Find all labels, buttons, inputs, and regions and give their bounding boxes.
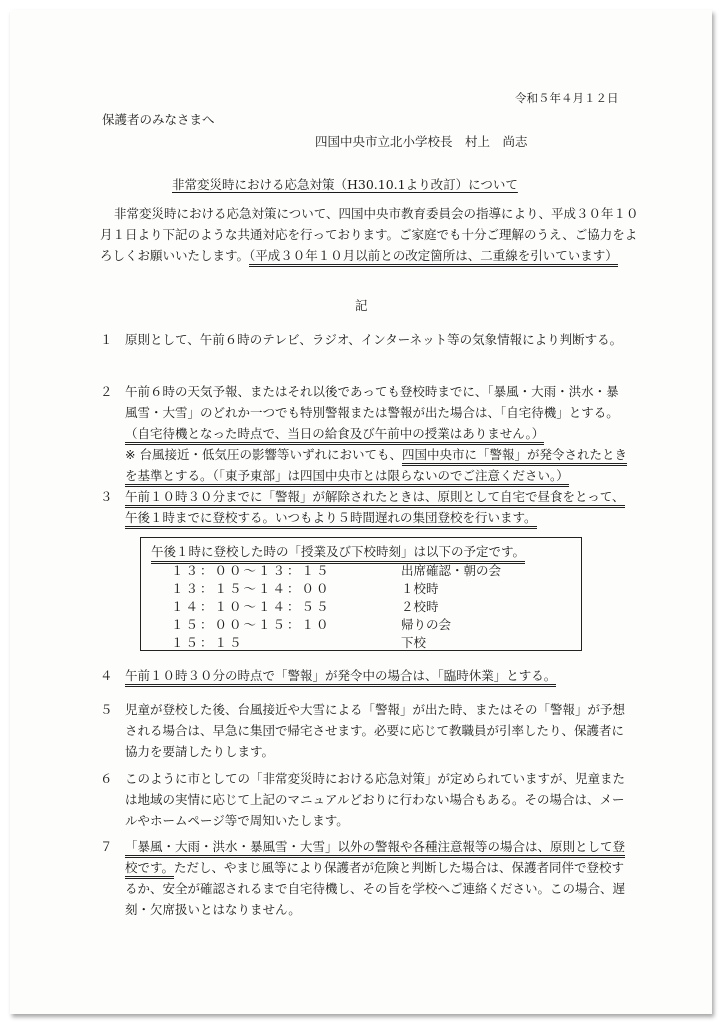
- schedule-row: [171, 597, 439, 615]
- schedule-label: 下校: [401, 635, 427, 650]
- document-title: 非常変災時における応急対策（H30.10.1より改訂）について: [172, 177, 518, 192]
- intro-paragraph: [100, 203, 640, 266]
- schedule-time: １５：００〜１５：１０: [171, 617, 331, 632]
- intro-note: （平成３０年１０月以前との改定箇所は、二重線を引いています）: [249, 248, 618, 267]
- schedule-label: 帰りの会: [401, 617, 452, 632]
- item-text: 原則として、午前６時のテレビ、ラジオ、インターネット等の気象情報により判断する。: [125, 332, 623, 347]
- schedule-row: [171, 561, 502, 579]
- schedule-row: [171, 615, 452, 633]
- item-underlined-text: 午前１０時３０分までに「警報」が解除されたときは、原則として自宅で昼食をとって、午後１時までに登校する。いつもより５時間遅れの集団登校を行います。: [125, 489, 625, 529]
- schedule-heading: 午後１時に登校した時の「授業及び下校時刻」は以下の予定です。: [151, 542, 525, 564]
- schedule-row: [171, 633, 427, 651]
- intro-text: 非常変災時における応急対策について、四国中央市教育委員会の指導により、平成３０年１０月１日より下記のような共通対応を行っております。ご家庭でも十分ご理解のうえ、ご協力をよろしくお願いいたします。: [100, 206, 639, 263]
- item-number: １: [100, 332, 113, 347]
- item-number: ６: [100, 771, 113, 786]
- list-item: [100, 665, 630, 686]
- schedule-box: [140, 537, 582, 651]
- sender-line: 四国中央市立北小学校長 村上 尚志: [315, 134, 528, 149]
- schedule-label: １校時: [401, 581, 439, 596]
- schedule-time: １５：１５: [171, 635, 244, 650]
- item-number: ３: [100, 489, 113, 504]
- list-item: [100, 381, 630, 486]
- item-underlined-text: 午前１０時３０分の時点で「警報」が発令中の場合は、「臨時休業」とする。: [125, 668, 556, 687]
- list-item: [100, 768, 630, 831]
- schedule-label: ２校時: [401, 599, 439, 614]
- schedule-time: １３：１５〜１４：００: [171, 581, 331, 596]
- item-underlined-text: 「暴風・大雨・洪水・暴風雪・大雪」以外の警報や各種注意報等の場合は、原則として登校です。: [125, 839, 625, 879]
- item-text: 児童が登校した後、台風接近や大雪による「警報」が出た時、またはその「警報」が予想される場合は、早急に集団で帰宅させます。必要に応じて教職員が引率したり、保護者に協力を要請したりします。: [125, 702, 626, 759]
- item-number: ５: [100, 702, 113, 717]
- recipient-line: 保護者のみなさまへ: [102, 112, 215, 127]
- schedule-time: １３：００〜１３：１５: [171, 563, 331, 578]
- item-text: ただし、やまじ風等により保護者が危険と判断した場合は、保護者同伴で登校するか、安全が確認されるまで自宅待機し、その旨を学校へご連絡ください。この場合、遅刻・欠席扱いとはなりません。: [125, 860, 626, 917]
- item-number: ７: [100, 839, 113, 854]
- list-item: [100, 329, 630, 350]
- item-number: ２: [100, 384, 113, 399]
- schedule-time: １４：１０〜１４：５５: [171, 599, 331, 614]
- list-item: [100, 699, 630, 762]
- item-note-underlined: 四国中央市に「警報」が発令されたときを基準とする。（「東予東部」は四国中央市とは限らないのでご注意ください。）: [125, 447, 627, 487]
- schedule-row: [171, 579, 439, 597]
- item-text: このように市としての「非常変災時における応急対策」が定められていますが、児童または地域の実情に応じて上記のマニュアルどおりに行わない場合もある。その場合は、メールやホームページ等で周知いたします。: [125, 771, 626, 828]
- document-date: 令和５年４月１２日: [515, 91, 619, 105]
- schedule-label: 出席確認・朝の会: [401, 563, 502, 578]
- item-text: 午前６時の天気予報、またはそれ以後であっても登校時までに、「暴風・大雨・洪水・暴風雪・大雪」のどれか一つでも特別警報または警報が出た場合は、「自宅待機」とする。: [125, 384, 619, 420]
- list-item: [100, 486, 630, 528]
- item-note-prefix: ※ 台風接近・低気圧の影響等いずれにおいても、: [125, 447, 402, 462]
- item-number: ４: [100, 668, 113, 683]
- ki-heading: 記: [355, 298, 368, 313]
- item-underlined-text: （自宅待機となった時点で、当日の給食及び午前中の授業はありません。）: [125, 426, 544, 445]
- list-item: [100, 836, 630, 920]
